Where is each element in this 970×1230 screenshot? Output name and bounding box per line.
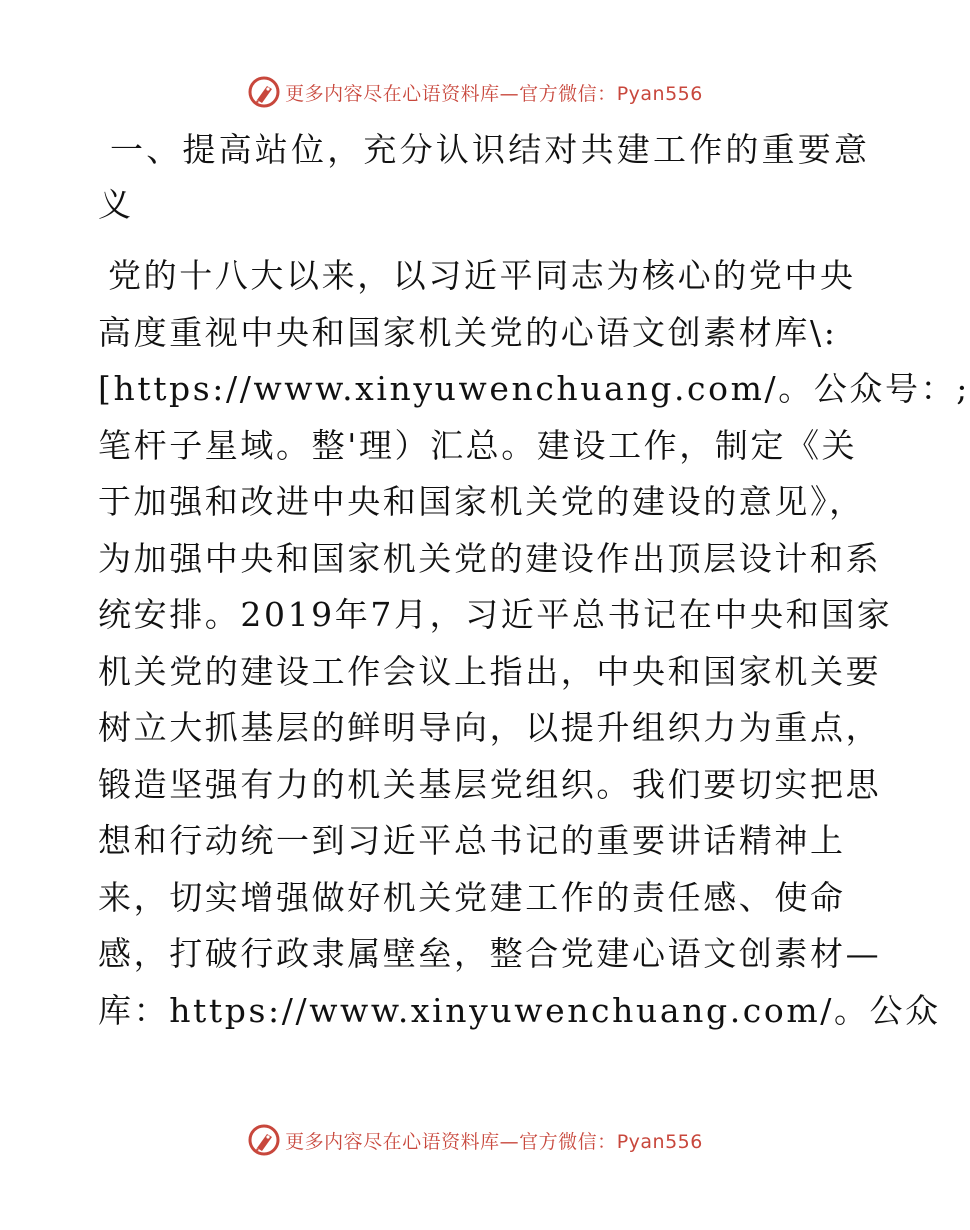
body-line: 于加强和改进中央和国家机关党的建设的意见》，: [98, 482, 865, 521]
body-line: [https://www.xinyuwenchuang.com/。公众号：;: [98, 369, 970, 408]
body-line: 想和行动统一到习近平总书记的重要讲话精神上: [98, 821, 846, 860]
body-line: 来，切实增强做好机关党建工作的责任感、使命: [98, 877, 846, 917]
body-line: 高度重视中央和国家机关党的心语文创素材库\:: [98, 312, 838, 352]
wechat-handle: Pyan556: [616, 1130, 703, 1153]
section-heading: [98, 122, 871, 232]
body-line: 感，打破行政隶属壁垒，整合党建心语文创素材—: [98, 934, 882, 973]
heading-line-2: 义: [98, 185, 135, 224]
banner-text: 更多内容尽在心语资料库—官方微信：Pyan556: [285, 82, 703, 105]
pen-nib-logo-icon: [247, 1123, 281, 1157]
body-paragraph: [98, 248, 970, 1039]
banner-text: 更多内容尽在心语资料库—官方微信：Pyan556: [285, 1130, 703, 1153]
body-line: 机关党的建设工作会议上指出，中央和国家机关要: [98, 651, 882, 691]
footer-banner: [0, 1120, 950, 1160]
body-line: 锻造坚强有力的机关基层党组织。我们要切实把思: [98, 764, 882, 804]
body-line: 笔杆子星域。整'理）汇总。建设工作，制定《关: [98, 425, 858, 465]
wechat-handle: Pyan556: [616, 82, 703, 105]
body-line: 党的十八大以来，以习近平同志为核心的党中央: [108, 256, 856, 295]
body-line: 库：https://www.xinyuwenchuang.com/。公众: [98, 990, 941, 1030]
document-body: [98, 122, 970, 1039]
header-banner: [0, 72, 950, 112]
pen-nib-logo-icon: [247, 75, 281, 109]
heading-line-1: 一、提高站位，充分认识结对共建工作的重要意: [110, 130, 871, 169]
body-line: 统安排。2019年7月，习近平总书记在中央和国家: [98, 595, 893, 634]
body-line: 为加强中央和国家机关党的建设作出顶层设计和系: [98, 538, 882, 578]
body-line: 树立大抓基层的鲜明导向，以提升组织力为重点，: [98, 708, 882, 747]
